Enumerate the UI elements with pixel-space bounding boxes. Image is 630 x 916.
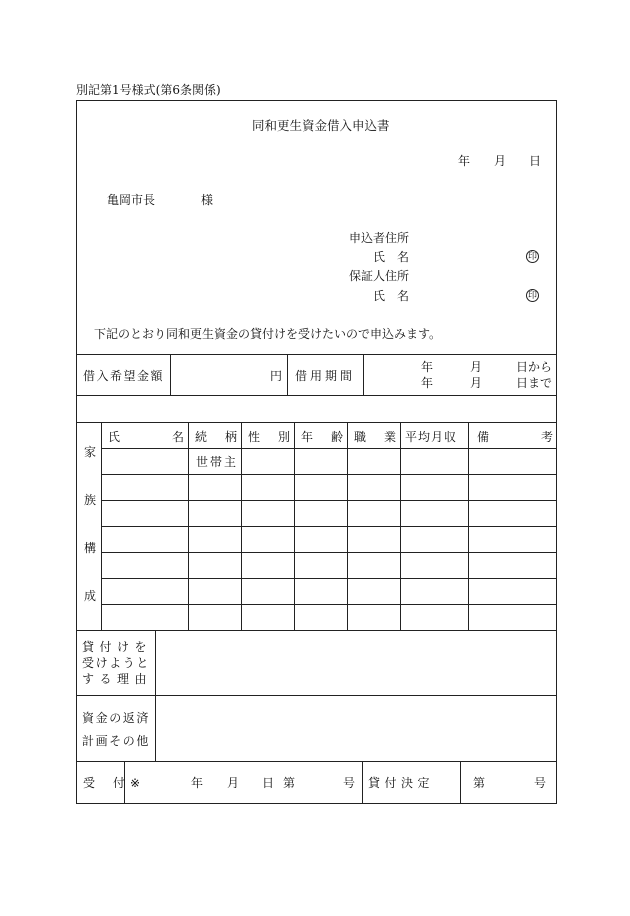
from-year: 年 — [421, 360, 434, 374]
receipt-day: 日 — [262, 776, 275, 790]
header-relation-b: 柄 — [225, 430, 238, 444]
form-caption: 別記第1号様式(第6条関係) — [76, 83, 221, 97]
family-side-label-1: 家 — [84, 445, 97, 459]
application-statement: 下記のとおり同和更生資金の貸付けを受けたいので申込みます。 — [94, 327, 442, 341]
date-month: 月 — [494, 154, 507, 168]
guarantor-address-label: 保証人住所 — [349, 269, 410, 283]
reason-label-line-3: する理由 — [82, 672, 153, 686]
loan-period-label: 借用期間 — [295, 369, 356, 383]
head-of-household: 世帯主 — [196, 455, 239, 469]
receipt-go: 号 — [343, 776, 356, 790]
applicant-address-label: 申込者住所 — [349, 231, 410, 245]
repayment-field[interactable] — [156, 696, 556, 760]
receipt-mark: ※ — [130, 776, 141, 790]
header-age-b: 齢 — [331, 430, 344, 444]
to-year: 年 — [421, 376, 434, 390]
receipt-month: 月 — [227, 776, 240, 790]
header-name-b: 名 — [172, 430, 185, 444]
header-job-a: 職 — [354, 430, 367, 444]
header-job-b: 業 — [384, 430, 397, 444]
applicant-seal-icon: 印 — [527, 252, 537, 262]
reason-label-line-2: 受けようと — [82, 656, 151, 670]
header-name-a: 氏 — [108, 430, 121, 444]
application-form — [76, 100, 557, 804]
loan-decision-label: 貸付決定 — [368, 776, 435, 790]
from-month: 月 — [470, 360, 483, 374]
reason-label-line-1: 貸付けを — [82, 640, 153, 654]
decision-dai: 第 — [473, 776, 486, 790]
yen-unit: 円 — [270, 369, 283, 383]
applicant-name-label: 氏 名 — [373, 250, 410, 264]
family-side-label-3: 構 — [84, 541, 97, 555]
guarantor-name-label: 氏 名 — [373, 289, 410, 303]
to-day: 日まで — [516, 376, 553, 390]
loan-amount-label: 借入希望金額 — [83, 369, 165, 383]
family-side-label-4: 成 — [84, 589, 97, 603]
decision-go: 号 — [534, 776, 547, 790]
date-day: 日 — [529, 154, 542, 168]
from-day: 日から — [516, 360, 553, 374]
receipt-label: 受 付 — [83, 776, 129, 790]
header-relation-a: 続 — [195, 430, 208, 444]
family-side-label-2: 族 — [84, 493, 97, 507]
repayment-label-line-1: 資金の返済 — [82, 711, 151, 725]
addressee-honorific: 様 — [201, 193, 214, 207]
receipt-dai: 第 — [283, 776, 296, 790]
loan-amount-field[interactable] — [171, 355, 286, 394]
header-sex-b: 別 — [278, 430, 291, 444]
date-year: 年 — [458, 154, 471, 168]
to-month: 月 — [470, 376, 483, 390]
repayment-label-line-2: 計画その他 — [82, 734, 151, 748]
receipt-year: 年 — [191, 776, 204, 790]
header-note-a: 備 — [477, 430, 490, 444]
addressee-name: 亀岡市長 — [107, 193, 156, 207]
reason-field[interactable] — [156, 631, 556, 694]
header-sex-a: 性 — [248, 430, 261, 444]
header-age-a: 年 — [301, 430, 314, 444]
header-note-b: 考 — [541, 430, 554, 444]
guarantor-seal-icon: 印 — [527, 291, 537, 301]
header-income: 平均月収 — [405, 430, 458, 444]
form-title: 同和更生資金借入申込書 — [252, 118, 390, 133]
